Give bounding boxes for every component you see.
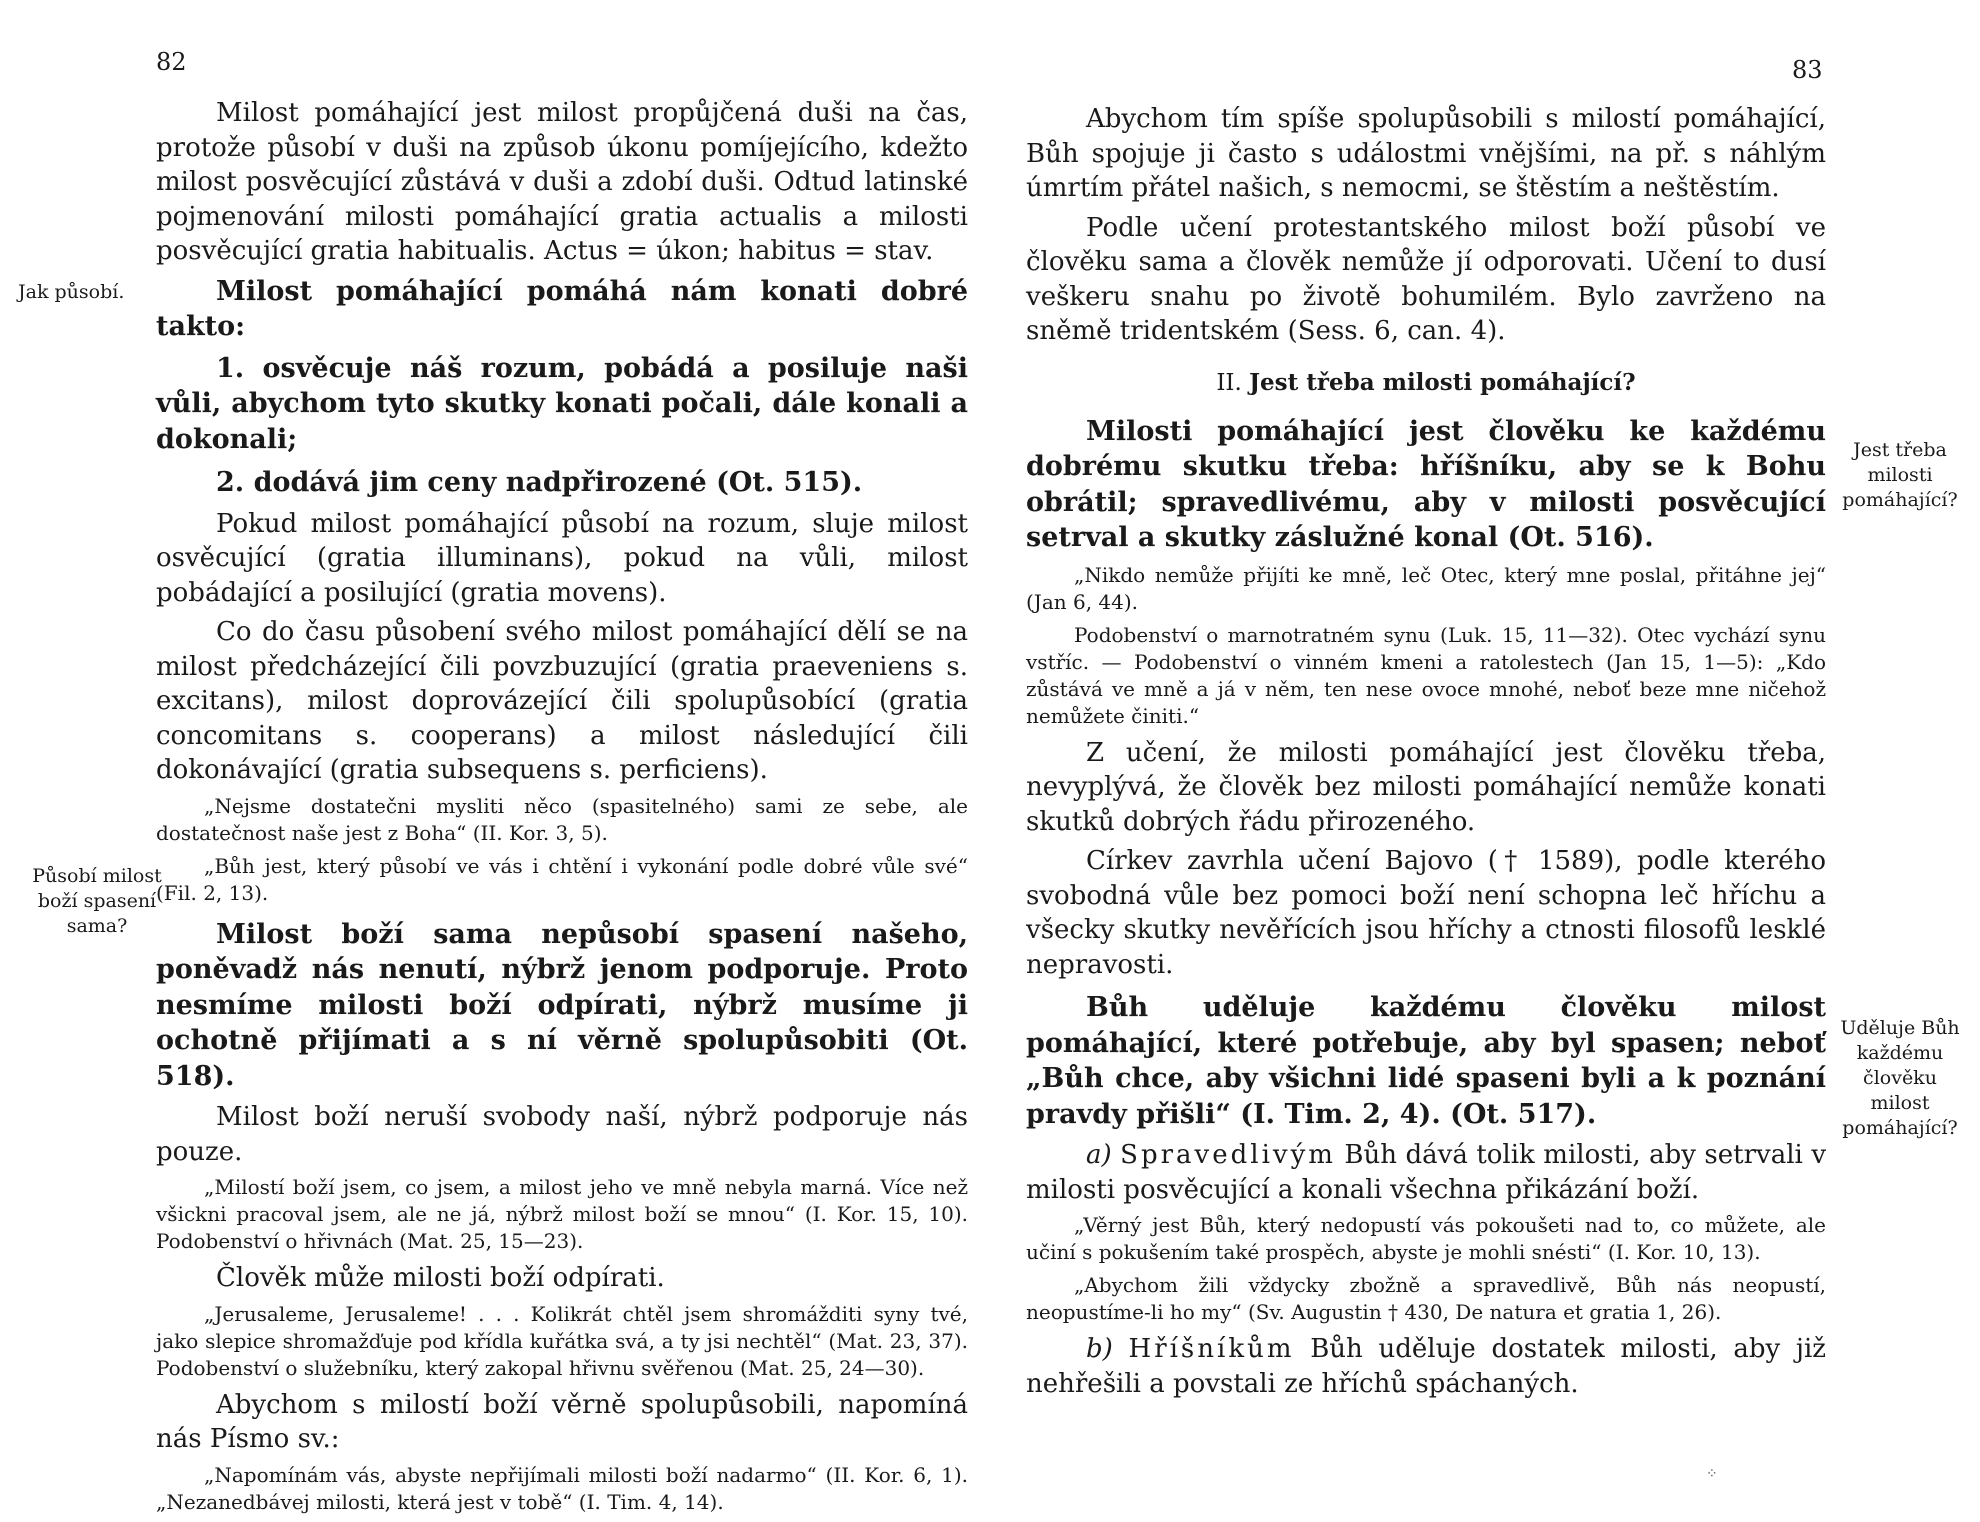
bold-paragraph: Milost boží sama nepůsobí spasení našeho, poněvadž nás nenutí, nýbrž jenom podporuje. Proto nesmíme milosti boží odpírati, nýbrž musíme ji ochotně přijímati a s ní věrně spolupůsobiti (Ot. 518). [156, 918, 968, 1092]
quote: „Napomínám vás, abyste nepřijímali milosti boží nadarmo“ (II. Kor. 6, 1). „Nezanedbávej milosti, která jest v tobě“ (I. Tim. 4, 14). [156, 1462, 968, 1514]
point-a [1026, 1138, 1826, 1207]
text-column [156, 96, 968, 1522]
point-text: Bůh uděluje dostatek milosti, aby již nehřešili a povstali ze hříchů spáchaných. [1026, 1334, 1827, 1399]
print-speck: ⁘ [1706, 1466, 1718, 1482]
margin-note: Působí milost boží spasení sama? [32, 865, 162, 937]
point-b [1026, 1332, 1826, 1401]
section-number: II. [1216, 369, 1242, 396]
quote: „Věrný jest Bůh, který nedopustí vás pokoušeti nad to, co můžete, ale učiní s pokušením také prospěch, abyste je mohli snésti“ (I. Kor. 10, 13). [1026, 1213, 1826, 1264]
paragraph: Z učení, že milosti pomáhající jest člověku třeba, nevyplývá, že člověk bez milosti pomáhající nemůže konati skutků dobrých řádu přirozeného. [1026, 737, 1826, 837]
quote: „Nejsme dostatečni mysliti něco (spasitelného) sami ze sebe, ale dostatečnost naše jest z Boha“ (II. Kor. 3, 5). [156, 793, 968, 845]
paragraph: Člověk může milosti boží odpírati. [216, 1263, 665, 1293]
paragraph: Abychom tím spíše spolupůsobili s milostí pomáhající, Bůh spojuje ji často s událostmi vnějšími, na př. s náhlým úmrtím přátel našich, s nemocmi, se štěstím a neštěstím. [1026, 104, 1826, 203]
page-number: 83 [1792, 56, 1823, 84]
quote: „Abychom žili vždycky zbožně a spravedlivě, Bůh nás neopustí, neopustíme-li ho my“ (Sv. Augustin † 430, De natura et gratia 1, 26). [1026, 1273, 1826, 1324]
point-letter: a) [1086, 1140, 1112, 1170]
point-letter: b) [1086, 1334, 1113, 1364]
bold-paragraph: Milost pomáhající pomáhá nám konati dobré takto: [156, 275, 968, 342]
bold-paragraph: Bůh uděluje každému člověku milost pomáhající, které potřebuje, aby byl spasen; neboť „Bůh chce, aby všichni lidé spaseni byli a k poznání pravdy přišli“ (I. Tim. 2, 4). (Ot. 517). [1026, 992, 1826, 1130]
margin-note: Jak působí. [18, 281, 125, 303]
margin-note: Uděluje Bůh každému člověku milost pomáhající? [1840, 1017, 1960, 1139]
quote: „Nikdo nemůže přijíti ke mně, leč Otec, který mne poslal, přitáhne jej“ (Jan 6, 44). [1026, 562, 1826, 614]
paragraph: Co do času působení svého milost pomáhající dělí se na milost předcházející čili povzbuzující (gratia praeveniens s. excitans), milost doprovázející čili spolupůsobící (gratia concomitans s. cooperans) a milost následující čili dokonávající (gratia subsequens s. perficiens). [156, 617, 968, 785]
section-heading [1026, 369, 1826, 396]
paragraph: Milost pomáhající jest milost propůjčená duši na čas, protože působí v duši na způsob úkonu pomíjejícího, kdežto milost posvěcující zůstává v duši a zdobí duši. Odtud latinské pojmenování milosti pomáhající gratia actualis a milosti posvěcující gratia habitualis. Actus = úkon; habitus = stav. [156, 98, 968, 266]
margin-note: Jest třeba milosti pomáhající? [1842, 439, 1958, 511]
point-text: Bůh dává tolik milosti, aby setrvali v milosti posvěcující a konali všechna přikázání boží. [1026, 1140, 1827, 1205]
quote: „Bůh jest, který působí ve vás i chtění i vykonání podle dobré vůle své“ (Fil. 2, 13). [156, 853, 968, 905]
paragraph: Církev zavrhla učení Bajovo († 1589), podle kterého svobodná vůle bez pomoci boží není schopna leč hříchu a všecky skutky nevěřících jsou hříchy a ctnosti filosofů lesklé nepravosti. [1026, 846, 1826, 980]
quote: „Milostí boží jsem, co jsem, a milost jeho ve mně nebyla marná. Více než všickni pracoval jsem, ale ne já, nýbrž milost boží se mnou“ (I. Kor. 15, 10). Podobenství o hřivnách (Mat. 25, 15—23). [156, 1175, 968, 1253]
spaced-word: Spravedlivým [1120, 1140, 1336, 1170]
paragraph: Abychom s milostí boží věrně spolupůsobili, napomíná nás Písmo sv.: [156, 1389, 968, 1454]
paragraph: Pokud milost pomáhající působí na rozum, sluje milost osvěcující (gratia illuminans), pokud na vůli, milost pobádající a posilující (gratia movens). [156, 508, 968, 608]
left-page [0, 0, 990, 1514]
bold-paragraph: 2. dodává jim ceny nadpřirozené (Ot. 515). [216, 467, 863, 498]
quote: Podobenství o marnotratném synu (Luk. 15, 11—32). Otec vychází synu vstříc. — Podobenství o vinném kmeni a ratolestech (Jan 15, 1—5): „Kdo zůstává ve mně a já v něm, ten nese ovoce mnohé, neboť beze mne ničehož nemůžete činiti.“ [1026, 622, 1826, 728]
page-number: 82 [156, 48, 187, 76]
paragraph: Milost boží neruší svobody naší, nýbrž podporuje nás pouze. [156, 1102, 968, 1167]
text-column [1026, 102, 1826, 1406]
paragraph: Podle učení protestantského milost boží působí ve člověku sama a člověk nemůže jí odporovati. Učení to dusí veškeru snahu po životě bohumilém. Bylo zavrženo na sněmě tridentském (Sess. 6, can. 4). [1026, 212, 1826, 346]
bold-paragraph: 1. osvěcuje náš rozum, pobádá a posiluje naši vůli, abychom tyto skutky konati počali, dále konali a dokonali; [156, 352, 968, 455]
spaced-word: Hříšníkům [1128, 1334, 1295, 1364]
quote: „Jerusaleme, Jerusaleme! . . . Kolikrát chtěl jsem shromážditi syny tvé, jako slepice shromažďuje pod křídla kuřátka svá, a ty jsi nechtěl“ (Mat. 23, 37). Podobenství o služebníku, který zakopal hřivnu svěřenou (Mat. 25, 24—30). [156, 1301, 968, 1380]
right-page [990, 0, 1980, 1500]
section-title: Jest třeba milosti pomáhající? [1249, 368, 1636, 396]
bold-paragraph: Milosti pomáhající jest člověku ke každému dobrému skutku třeba: hříšníku, aby se k Bohu obrátil; spravedlivému, aby v milosti posvěcující setrval a skutky záslužné konal (Ot. 516). [1026, 415, 1826, 553]
